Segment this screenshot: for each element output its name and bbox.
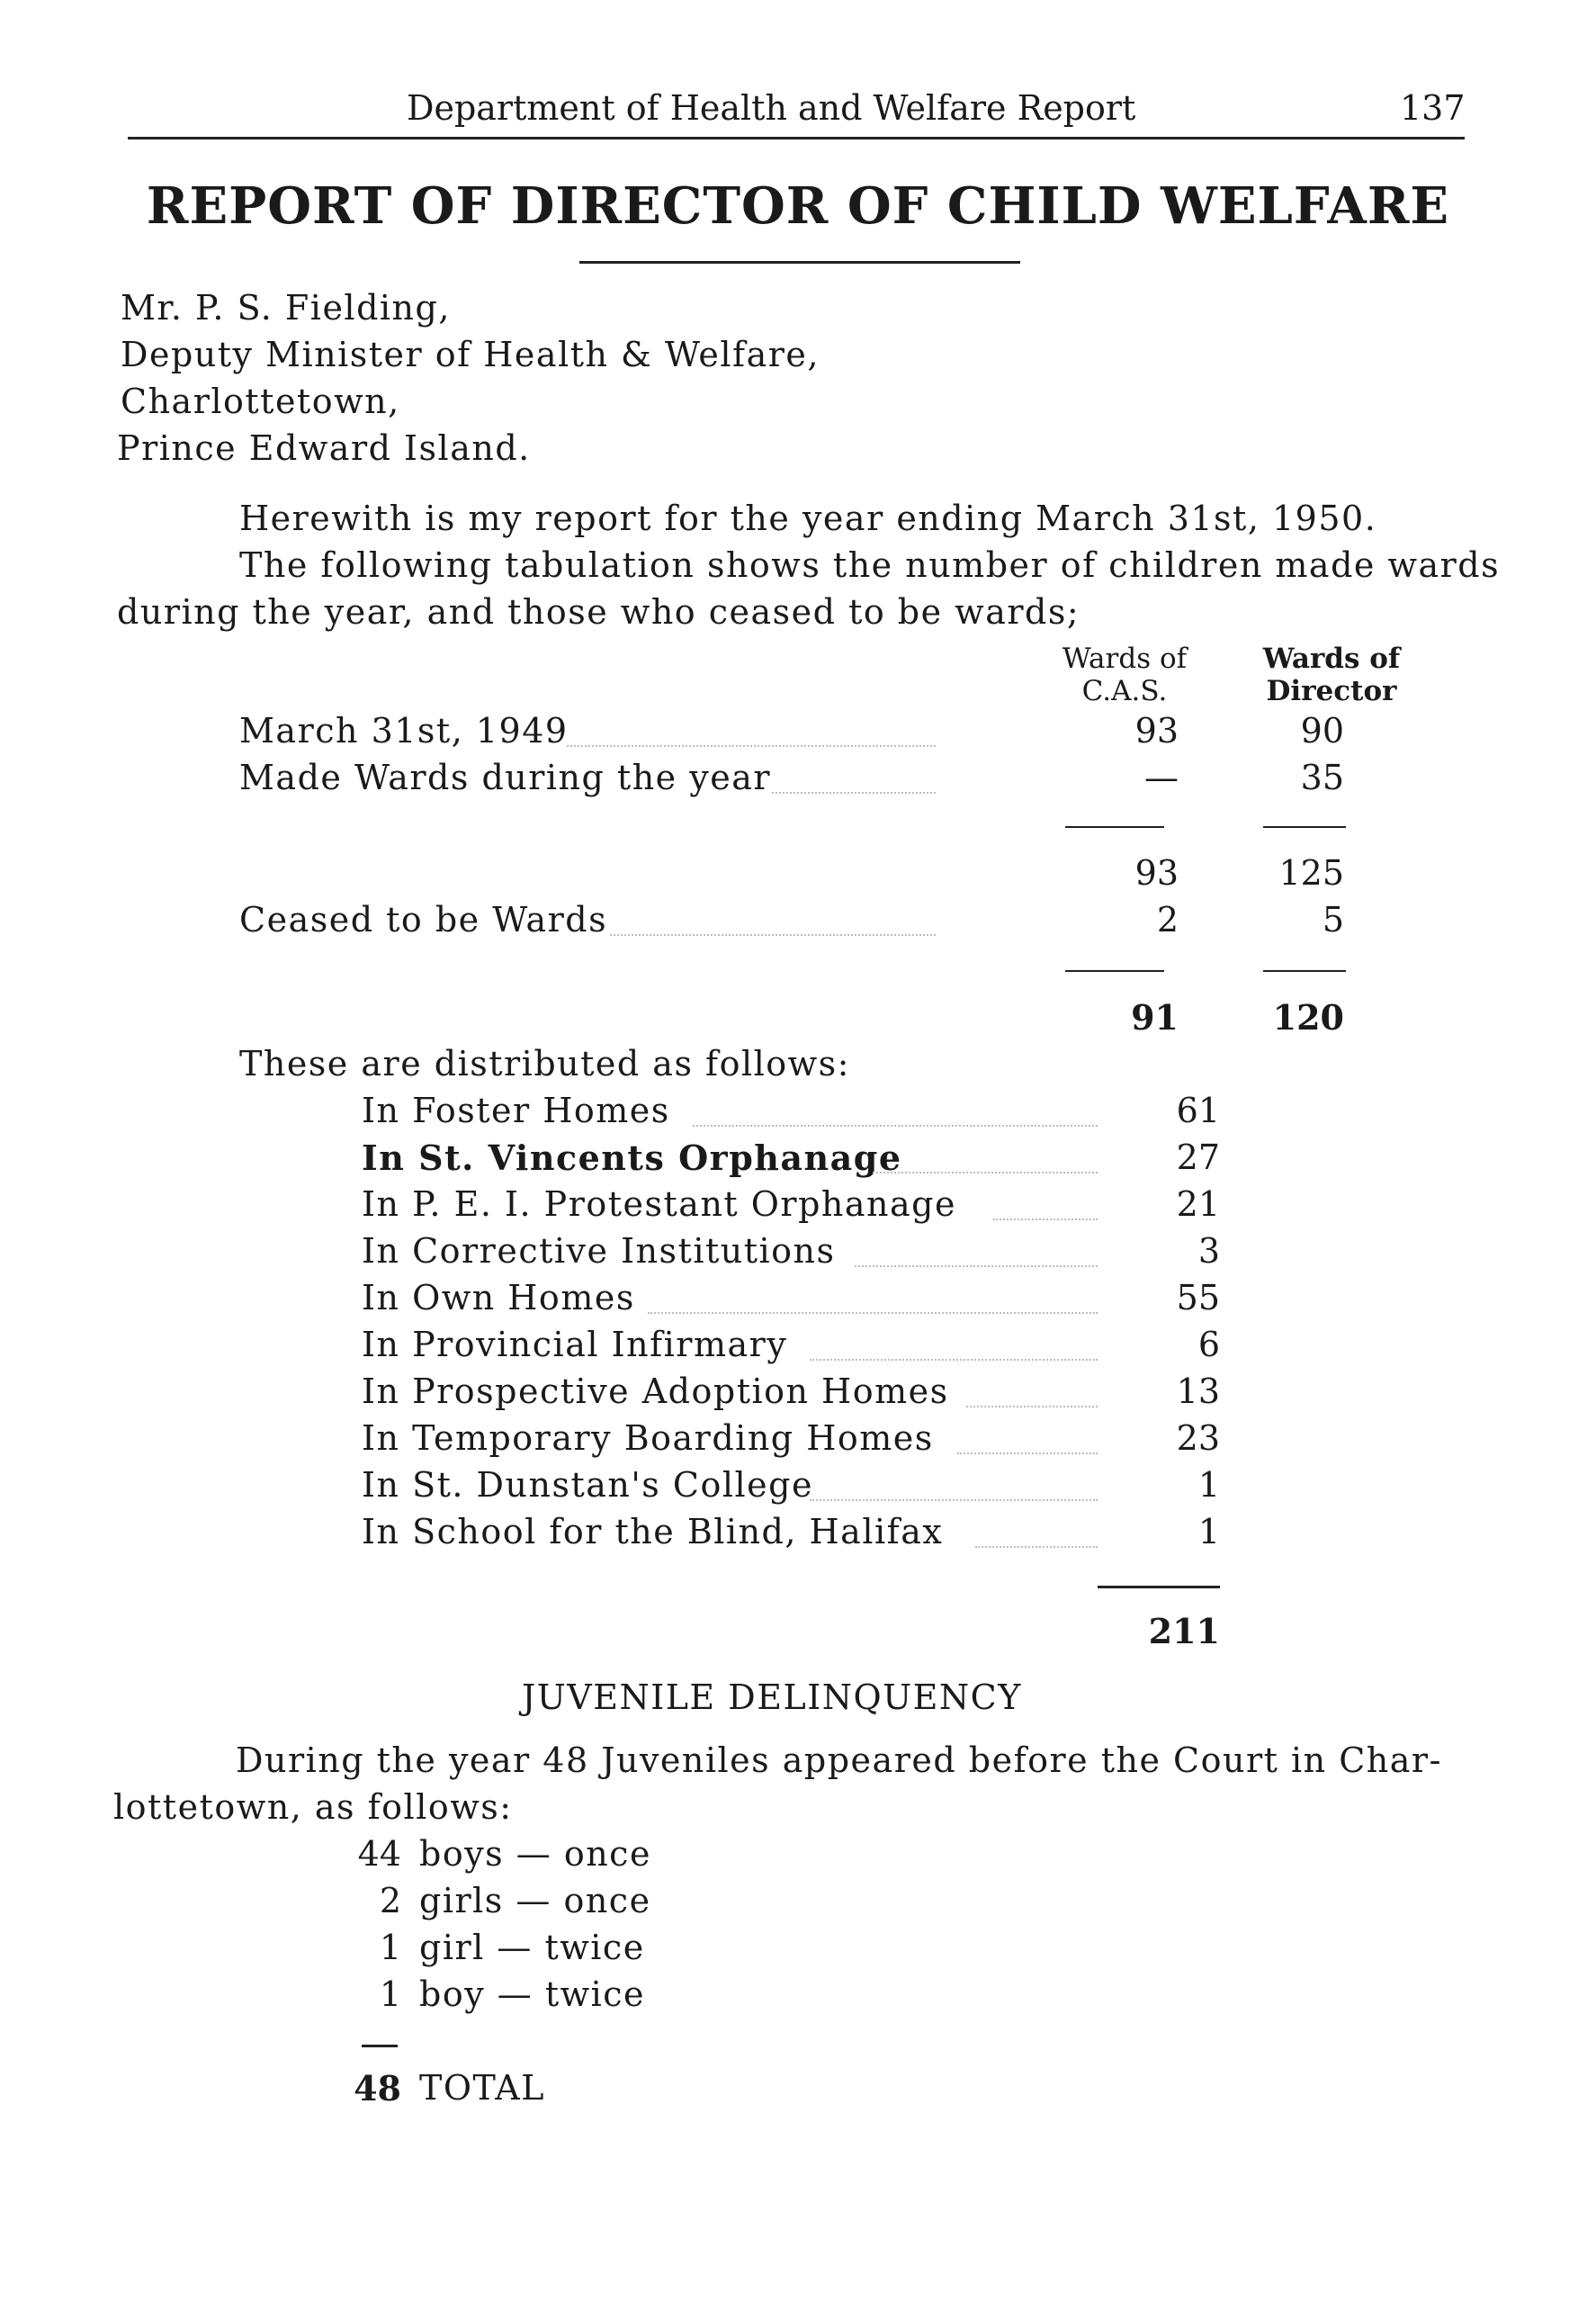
title-rule [579,261,1020,264]
distribution-intro: These are distributed as follows: [239,1044,850,1084]
dot-leader [810,1499,1098,1501]
table-row-label: March 31st, 1949 [239,711,569,751]
dot-leader [810,1359,1098,1361]
dot-leader [567,745,936,747]
dot-leader [648,1312,1098,1314]
list-item-label: In St. Vincents Orphanage [362,1138,902,1178]
sum-rule [1065,826,1164,828]
dot-leader [957,1452,1098,1454]
cell-director: 90 [1300,711,1344,751]
page-number: 137 [1400,88,1466,128]
juvenile-count: 1 [379,1928,401,1967]
table-row-label: Ceased to be Wards [239,900,608,940]
cell-cas: 93 [1134,711,1179,751]
dot-leader [873,1172,1098,1173]
address-line: Prince Edward Island. [117,428,531,468]
dot-leader [855,1265,1098,1267]
cell-cas: 2 [1156,900,1179,940]
dot-leader [693,1125,1098,1127]
list-item-value: 1 [1197,1512,1220,1551]
list-item-value: 13 [1176,1371,1220,1411]
juvenile-item: boy — twice [419,1974,646,2014]
sum-rule [1263,826,1346,828]
list-item-label: In St. Dunstan's College [362,1465,813,1505]
list-item-value: 61 [1176,1091,1220,1130]
list-item-label: In Provincial Infirmary [362,1325,788,1364]
cell-director: 125 [1278,853,1344,893]
juvenile-item: boys — once [419,1834,651,1874]
dot-leader [966,1406,1098,1407]
page-title: REPORT OF DIRECTOR OF CHILD WELFARE [146,176,1450,236]
intro-line: during the year, and those who ceased to be wards; [117,592,1080,632]
sum-rule [362,2045,398,2047]
section-heading: JUVENILE DELINQUENCY [522,1677,1022,1717]
col-head-director: Wards of Director [1262,643,1401,707]
intro-line: Herewith is my report for the year ending March 31st, 1950. [239,499,1377,538]
cell-director: 5 [1322,900,1344,940]
col-head-cas: Wards of C.A.S. [1062,643,1188,707]
list-item-label: In School for the Blind, Halifax [362,1512,944,1551]
address-line: Mr. P. S. Fielding, [121,288,451,328]
sum-rule [1263,970,1346,972]
cell-cas: — [1144,758,1179,797]
list-item-value: 1 [1197,1465,1220,1505]
cell-director: 35 [1300,758,1344,797]
list-item-label: In Prospective Adoption Homes [362,1371,949,1411]
juvenile-paragraph-line: During the year 48 Juveniles appeared before the Court in Char- [236,1740,1442,1780]
cell-cas-total: 91 [1131,997,1179,1038]
sum-rule [1098,1586,1220,1588]
juvenile-total-count: 48 [354,2068,401,2109]
dot-leader [993,1218,1098,1220]
intro-line: The following tabulation shows the number of children made wards [239,545,1501,585]
list-item-value: 6 [1197,1325,1220,1364]
running-title: Department of Health and Welfare Report [407,88,1136,128]
list-item-value: 21 [1176,1184,1220,1224]
juvenile-count: 44 [357,1834,401,1874]
distribution-total: 211 [1148,1611,1220,1651]
address-line: Charlottetown, [121,382,400,421]
table-row-label: Made Wards during the year [239,758,772,797]
juvenile-item: girls — once [419,1881,651,1920]
juvenile-count: 1 [379,1974,401,2014]
header-rule [128,137,1465,139]
dot-leader [610,934,936,936]
list-item-label: In P. E. I. Protestant Orphanage [362,1184,956,1224]
list-item-value: 3 [1197,1231,1220,1271]
list-item-value: 27 [1176,1138,1220,1177]
juvenile-total-label: TOTAL [419,2068,545,2108]
list-item-label: In Own Homes [362,1278,635,1317]
list-item-label: In Corrective Institutions [362,1231,836,1271]
cell-cas: 93 [1134,853,1179,893]
cell-director-total: 120 [1272,997,1344,1038]
list-item-value: 55 [1176,1278,1220,1317]
juvenile-count: 2 [379,1881,401,1920]
dot-leader [975,1546,1098,1548]
dot-leader [772,792,936,794]
list-item-label: In Foster Homes [362,1091,670,1130]
juvenile-item: girl — twice [419,1928,645,1967]
list-item-label: In Temporary Boarding Homes [362,1418,934,1458]
juvenile-paragraph-line: lottetown, as follows: [113,1787,513,1827]
sum-rule [1065,970,1164,972]
address-line: Deputy Minister of Health & Welfare, [121,335,820,374]
list-item-value: 23 [1176,1418,1220,1458]
